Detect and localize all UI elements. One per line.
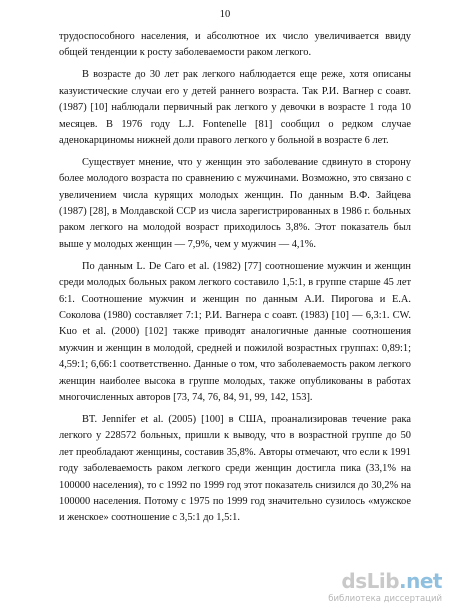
paragraph-1: трудоспособного населения, и абсолютное их число увеличивается ввиду общей тенденции к росту заболеваемости раком легкого. — [59, 31, 411, 59]
watermark-logo-main: dsLib — [341, 569, 400, 593]
paragraph-5: BT. Jennifer et al. (2005) [100] в США, проанализировав течение рака легкого у 228572 больных, пришли к выводу, что в возрастной группе до 50 лет преобладают женщины, составив 35,8%. Авторы отмечают, что если к 1991 году заболеваемость раком легкого среди женщин достигла пика (33,1% на 100000 населения), то с 1992 по 1999 год этот показатель снизился до 30,2% на 100000 населения. Потому с 1975 по 1999 год значительно сузилось «мужское и женское» соотношение с 3,5:1 до 1,5:1. — [59, 413, 411, 524]
watermark-subtitle: библиотека диссертаций — [328, 594, 442, 604]
watermark-logo — [341, 570, 442, 592]
page-number: 10 — [219, 9, 231, 20]
document-body — [59, 29, 411, 532]
paragraph-2: В возрасте до 30 лет рак легкого наблюдается еще реже, хотя описаны казуистические случаи его у детей раннего возраста. Так Р.И. Вагнер с соавт. (1987) [10] наблюдали первичный рак легкого у девочки в возрасте 1 года 10 месяцев. В 1976 году L.J. Fontenelle [81] сообщил о редком случае аденокарциномы нижней доли правого легкого у больной в возрасте 6 лет. — [59, 69, 411, 146]
paragraph-4: По данным L. De Caro et al. (1982) [77] соотношение мужчин и женщин среди молодых больных раком легкого составило 1,5:1, в группе старше 45 лет 6:1. Соотношение мужчин и женщин по данным А.И. Пирогова и Е.А. Соколова (1980) составляет 7:1; Р.И. Вагнера с соавт. (1983) [10] — 6,3:1. CW. Kuo et al. (2000) [102] также приводят аналогичные данные соотношения мужчин и женщин в молодой, средней и пожилой возрастных группах: 0,89:1; 4,59:1; 6,66:1 соответственно. Данные о том, что заболеваемость раком легкого женщин наиболее высока в группе молодых, также опубликованы в работах многочисленных авторов [73, 74, 76, 84, 91, 99, 142, 153]. — [59, 260, 411, 404]
site-watermark — [292, 570, 442, 610]
watermark-logo-tld: .net — [399, 569, 442, 593]
paragraph-3: Существует мнение, что у женщин это заболевание сдвинуто в сторону более молодого возраста по сравнению с мужчинами. Возможно, это связано с увеличением числа курящих молодых женщин. По данным В.Ф. Зайцева (1987) [28], в Молдавской ССР из числа зарегистрированных в 1986 г. больных раком легкого на молодой возраст приходилось 3,8%. Этот показатель был выше у молодых женщин — 7,9%, чем у мужчин — 4,1%. — [59, 156, 411, 250]
